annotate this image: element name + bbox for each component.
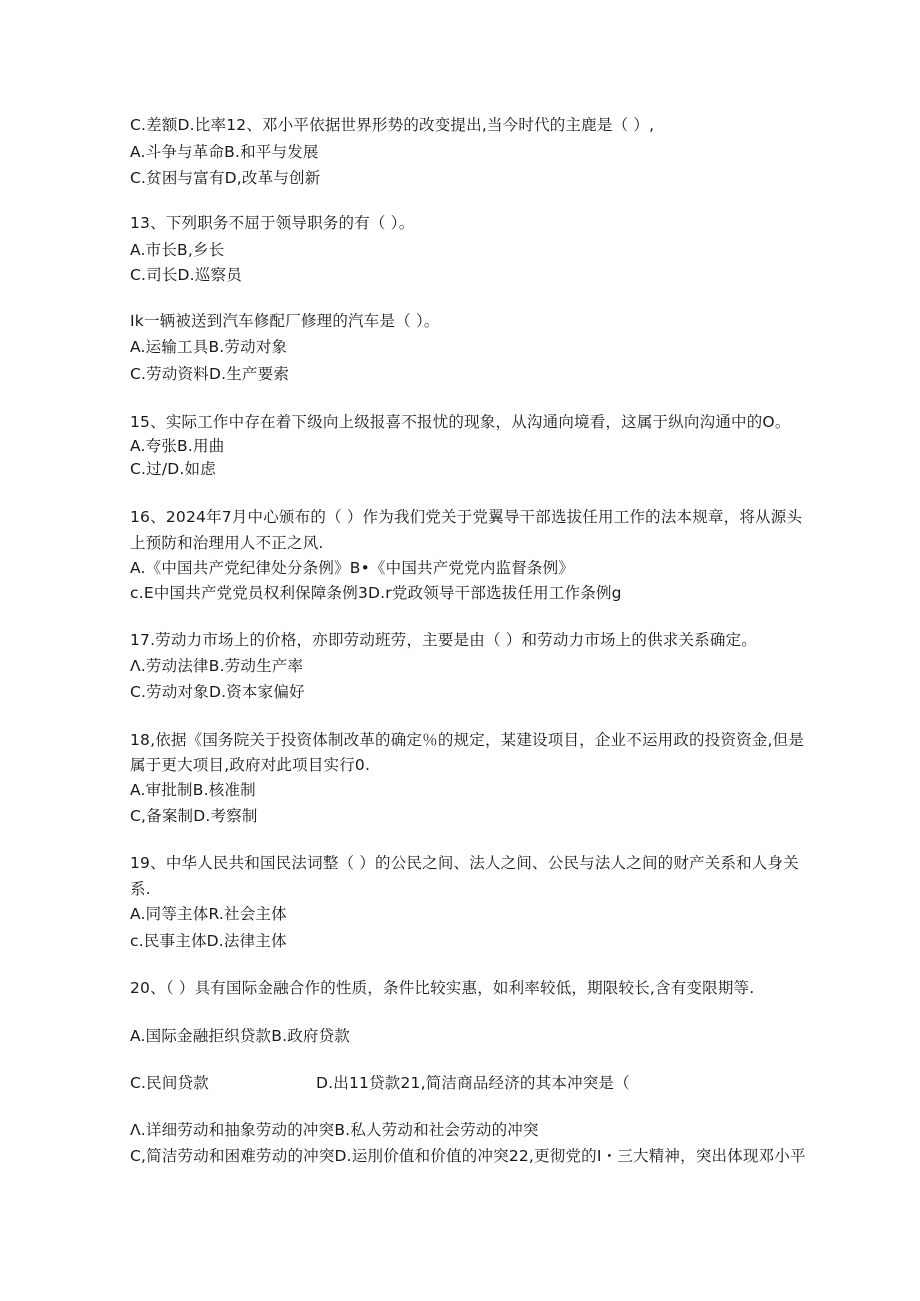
text-line: c.E中国共产党党员权利保障条例3D.r党政领导干部选拔任用工作条例g bbox=[130, 584, 622, 602]
text-line: A.运输工具B.劳动对象 bbox=[130, 338, 288, 356]
text-line: c.民事主体D.法律主体 bbox=[130, 932, 287, 950]
text-line: 13、下列职务不屈于领导职务的有（ ）。 bbox=[130, 214, 415, 232]
text-line: A.市长B,乡长 bbox=[130, 241, 225, 259]
text-line: Λ.劳动法律B.劳动生产率 bbox=[130, 657, 304, 675]
text-line: 19、中华人民共和国民法词整（ ）的公民之间、法人之间、公民与法人之间的财产关系和人身关 bbox=[130, 854, 799, 872]
text-line: C,简洁劳动和困难劳动的冲突D.运刖价值和价值的冲突22,更彻党的I・三大精神，突出体现邓小平 bbox=[130, 1147, 806, 1165]
text-line: A.夸张B.用曲 bbox=[130, 437, 225, 455]
text-line: D.出11贷款21,简洁商品经济的其本冲突是（ bbox=[316, 1074, 630, 1092]
text-line: A.审批制B.核准制 bbox=[130, 781, 256, 799]
text-line: C.劳动资料D.生产要索 bbox=[130, 365, 290, 383]
text-line: A.《中国共产党纪律处分条例》B•《中国共产党党内监督条例》 bbox=[130, 559, 575, 577]
text-line: C.过/D.如虑 bbox=[130, 460, 216, 478]
text-line: C.司长D.巡察员 bbox=[130, 266, 242, 284]
text-line: A.同等主体R.社会主体 bbox=[130, 905, 287, 923]
text-line: 16、2024年7月中心颁布的（ ）作为我们党关于党翼导干部选拔任用工作的法本规章，将从源头 bbox=[130, 508, 803, 526]
text-line: Ik一辆被送到汽车修配厂修理的汽车是（ ）。 bbox=[130, 312, 440, 330]
text-line: 上预防和治理用人不正之风. bbox=[130, 534, 324, 552]
text-line: C.贫困与富有D,改革与创新 bbox=[130, 169, 321, 187]
text-line: C.劳动对象D.资本家偏好 bbox=[130, 683, 305, 701]
text-line: 17.劳动力市场上的价格，亦即劳动班劳，主要是由（ ）和劳动力市场上的供求关系确定。 bbox=[130, 631, 757, 649]
text-line: C.差额D.比率12、邓小平依据世界形势的改变提出,当今时代的主鹿是（ ）, bbox=[130, 116, 655, 134]
text-line: 18,依据《国务院关于投资体制改革的确定％的规定，某建设项目，企业不运用政的投资资金,但是 bbox=[130, 731, 805, 749]
text-line: A.国际金融拒织贷款B.政府贷款 bbox=[130, 1027, 351, 1045]
text-line: 属于更大项目,政府对此项目实行0. bbox=[130, 756, 371, 774]
text-line: Λ.详细劳动和抽象劳动的冲突B.私人劳动和社会劳动的冲突 bbox=[130, 1121, 539, 1139]
text-line: C,备案制D.考察制 bbox=[130, 807, 258, 825]
text-line: A.斗争与革命B.和平与发展 bbox=[130, 143, 319, 161]
text-line: C.民间贷款 bbox=[130, 1074, 209, 1092]
text-line: 20、（ ）具有国际金融合作的性质，条件比较实惠，如利率较低，期限较长,含有变限期等. bbox=[130, 979, 755, 997]
text-line: 15、实际工作中存在着下级向上级报喜不报忧的现象，从沟通向境看，这属于纵向沟通中的O。 bbox=[130, 413, 791, 431]
text-line: 系. bbox=[130, 880, 151, 898]
